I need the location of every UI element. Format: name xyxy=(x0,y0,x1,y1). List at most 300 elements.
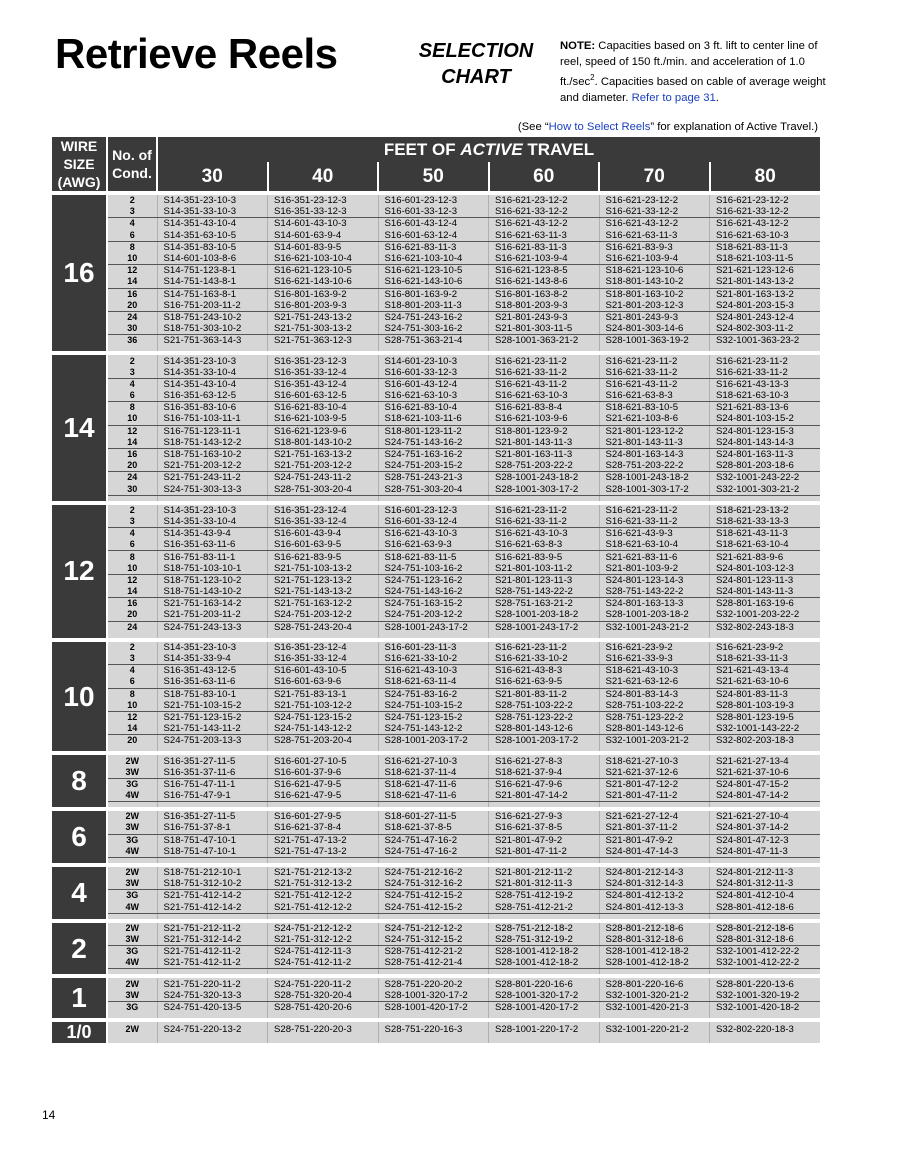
reel-model-cell: S28-751-220-20-2 xyxy=(378,976,489,989)
conductor-count-cell: 3G xyxy=(107,946,157,958)
conductor-count-cell: 4 xyxy=(107,218,157,230)
reel-model-cell: S18-621-103-11-6 xyxy=(378,413,489,425)
reel-model-cell: S28-751-412-21-2 xyxy=(378,946,489,958)
reel-model-cell: S21-751-412-12-2 xyxy=(268,890,379,902)
reel-model-cell: S28-751-123-22-2 xyxy=(599,711,710,723)
reel-model-cell: S24-751-212-12-2 xyxy=(268,921,379,934)
reel-model-cell: S16-621-43-8-3 xyxy=(489,665,600,677)
reel-model-cell: S18-751-47-10-1 xyxy=(157,846,268,858)
table-row xyxy=(52,1001,820,1013)
capacity-note: NOTE: Capacities based on 3 ft. lift to center line of reel, speed of 150 ft./min. and acceleration of 1.0 $ft./\sec^2$. Capacities based on cable of average weight and diameter. Refer to page 31. xyxy=(560,40,826,104)
table-row xyxy=(52,539,820,551)
reel-model-cell: S28-801-143-12-6 xyxy=(489,723,600,735)
section-spacer xyxy=(52,346,820,353)
reel-model-cell: S16-351-23-12-4 xyxy=(268,640,379,653)
conductor-count-cell: 4 xyxy=(107,665,157,677)
reel-model-cell: S28-1001-420-17-2 xyxy=(378,1001,489,1013)
reel-model-cell: S16-351-43-12-5 xyxy=(157,665,268,677)
reel-model-cell: S16-601-23-11-3 xyxy=(378,640,489,653)
conductor-count-cell: 8 xyxy=(107,551,157,563)
table-row xyxy=(52,390,820,402)
table-row xyxy=(52,946,820,958)
conductor-count-cell: 3 xyxy=(107,206,157,218)
reel-model-cell: S24-802-303-11-2 xyxy=(710,323,821,335)
reel-model-cell: S28-1001-203-18-2 xyxy=(599,609,710,621)
reel-model-cell: S28-801-220-16-6 xyxy=(599,976,710,989)
table-row xyxy=(52,265,820,277)
conductor-count-cell: 3G xyxy=(107,834,157,846)
reel-model-cell: S16-621-83-10-4 xyxy=(268,402,379,414)
table-row xyxy=(52,822,820,834)
reel-model-cell: S16-621-43-10-3 xyxy=(378,665,489,677)
reel-model-cell: S24-751-163-16-2 xyxy=(378,448,489,460)
reel-model-cell: S21-801-203-12-3 xyxy=(599,300,710,312)
reel-model-cell: S28-751-243-20-4 xyxy=(268,621,379,633)
reel-model-cell: S16-621-103-9-4 xyxy=(599,253,710,265)
reel-model-cell: S24-801-103-12-3 xyxy=(710,563,821,575)
reel-model-cell: S16-621-63-8-3 xyxy=(599,390,710,402)
table-row xyxy=(52,551,820,563)
reel-model-cell: S21-621-63-10-6 xyxy=(710,676,821,688)
table-row xyxy=(52,846,820,858)
reel-model-cell: S28-1001-243-17-2 xyxy=(378,621,489,633)
reel-model-cell: S28-801-412-18-6 xyxy=(710,902,821,914)
reel-model-cell: S21-751-103-15-2 xyxy=(157,700,268,712)
table-row xyxy=(52,241,820,253)
reel-model-cell: S32-1001-243-21-2 xyxy=(599,621,710,633)
conductor-count-cell: 2W xyxy=(107,753,157,766)
reel-model-cell: S24-751-303-16-2 xyxy=(378,323,489,335)
table-row xyxy=(52,621,820,633)
reel-model-cell: S16-621-23-12-2 xyxy=(599,193,710,206)
table-row xyxy=(52,640,820,653)
reel-model-cell: S16-621-143-8-6 xyxy=(489,276,600,288)
table-row xyxy=(52,609,820,621)
reel-model-cell: S14-351-23-10-3 xyxy=(157,353,268,366)
reel-model-cell: S16-601-33-12-4 xyxy=(378,516,489,528)
travel-column-30: 30 xyxy=(157,162,268,193)
reel-model-cell: S16-751-123-11-1 xyxy=(157,425,268,437)
conductor-count-cell: 2 xyxy=(107,503,157,516)
reel-model-cell: S24-751-143-16-2 xyxy=(378,586,489,598)
reel-model-cell: S21-621-123-12-6 xyxy=(710,265,821,277)
reel-model-cell: S21-751-412-14-2 xyxy=(157,890,268,902)
reel-model-cell: S18-751-163-10-2 xyxy=(157,448,268,460)
reel-model-cell: S16-601-43-9-4 xyxy=(268,528,379,540)
section-spacer xyxy=(52,913,820,921)
conductor-count-cell: 2W xyxy=(107,1020,157,1037)
reel-model-cell: S16-621-23-12-2 xyxy=(489,193,600,206)
reel-model-cell: S28-751-303-20-4 xyxy=(268,484,379,496)
reel-model-cell: S16-351-63-11-6 xyxy=(157,676,268,688)
conductor-count-cell: 20 xyxy=(107,300,157,312)
feet-of-active-travel-header: FEET OF ACTIVE TRAVEL xyxy=(157,137,820,162)
reel-model-cell: S24-751-243-13-3 xyxy=(157,621,268,633)
conductor-count-cell: 6 xyxy=(107,676,157,688)
reel-model-cell: S24-751-312-15-2 xyxy=(378,934,489,946)
conductor-count-cell: 4W xyxy=(107,790,157,802)
reel-model-cell: S28-1001-320-17-2 xyxy=(378,990,489,1002)
reel-model-cell: S21-801-47-11-2 xyxy=(599,790,710,802)
reel-model-cell: S21-621-27-10-4 xyxy=(710,809,821,822)
reel-model-cell: S32-1001-420-18-2 xyxy=(710,1001,821,1013)
reel-model-cell: S16-351-23-12-3 xyxy=(268,193,379,206)
reel-model-cell: S21-801-243-9-3 xyxy=(489,311,600,323)
reel-model-cell: S21-621-103-8-6 xyxy=(599,413,710,425)
reel-model-cell: S28-751-143-22-2 xyxy=(599,586,710,598)
reel-model-cell: S16-621-43-11-2 xyxy=(599,378,710,390)
table-row xyxy=(52,921,820,934)
reel-model-cell: S28-801-163-19-6 xyxy=(710,598,821,610)
reel-model-cell: S21-801-143-11-3 xyxy=(599,437,710,449)
table-row xyxy=(52,688,820,700)
conductor-count-cell: 20 xyxy=(107,735,157,747)
reel-model-cell: S16-351-27-11-5 xyxy=(157,809,268,822)
reel-model-cell: S24-801-83-14-3 xyxy=(599,688,710,700)
table-row xyxy=(52,516,820,528)
reel-model-cell: S14-601-23-10-3 xyxy=(378,353,489,366)
reel-model-cell: S24-751-243-16-2 xyxy=(378,311,489,323)
reel-model-cell: S28-751-320-20-4 xyxy=(268,990,379,1002)
reel-model-cell: S16-621-33-10-2 xyxy=(378,653,489,665)
reel-model-cell: S24-801-412-10-4 xyxy=(710,890,821,902)
reel-model-cell: S18-621-83-10-5 xyxy=(599,402,710,414)
reel-model-cell: S16-601-63-12-5 xyxy=(268,390,379,402)
conductor-count-cell: 3W xyxy=(107,990,157,1002)
table-row xyxy=(52,834,820,846)
selection-chart-table xyxy=(52,137,820,1043)
reel-model-cell: S28-751-220-16-3 xyxy=(378,1020,489,1037)
reel-model-cell: S24-801-47-14-2 xyxy=(710,790,821,802)
reel-model-cell: S28-751-163-21-2 xyxy=(489,598,600,610)
reel-model-cell: S18-751-243-10-2 xyxy=(157,311,268,323)
conductor-count-cell: 8 xyxy=(107,241,157,253)
wire-gauge-cell: 1 xyxy=(52,976,107,1020)
reel-model-cell: S16-351-33-12-3 xyxy=(268,206,379,218)
conductor-count-cell: 2 xyxy=(107,353,157,366)
reel-model-cell: S24-801-123-11-3 xyxy=(710,574,821,586)
reel-model-cell: S16-621-103-9-4 xyxy=(489,253,600,265)
reel-model-cell: S21-621-83-9-6 xyxy=(710,551,821,563)
reel-model-cell: S24-801-47-14-3 xyxy=(599,846,710,858)
reel-model-cell: S16-621-63-10-3 xyxy=(710,230,821,242)
table-row xyxy=(52,323,820,335)
reel-model-cell: S24-751-143-12-2 xyxy=(268,723,379,735)
table-row xyxy=(52,790,820,802)
reel-model-cell: S28-801-212-18-6 xyxy=(599,921,710,934)
reel-model-cell: S28-751-420-20-6 xyxy=(268,1001,379,1013)
reel-model-cell: S28-1001-420-17-2 xyxy=(489,1001,600,1013)
section-spacer xyxy=(52,633,820,640)
reel-model-cell: S16-621-63-8-3 xyxy=(489,539,600,551)
reel-model-cell: S24-801-243-12-4 xyxy=(710,311,821,323)
reel-model-cell: S28-1001-363-19-2 xyxy=(599,335,710,347)
table-row xyxy=(52,809,820,822)
reel-model-cell: S16-621-37-8-5 xyxy=(489,822,600,834)
reel-model-cell: S18-751-212-10-1 xyxy=(157,865,268,878)
reel-model-cell: S18-621-27-10-3 xyxy=(599,753,710,766)
reel-model-cell: S16-621-23-11-2 xyxy=(599,503,710,516)
table-row xyxy=(52,402,820,414)
reel-model-cell: S16-801-203-9-3 xyxy=(268,300,379,312)
reel-model-cell: S16-351-33-12-4 xyxy=(268,516,379,528)
reel-model-cell: S16-621-33-9-3 xyxy=(599,653,710,665)
reel-model-cell: S24-751-312-16-2 xyxy=(378,878,489,890)
reel-model-cell: S24-801-143-14-3 xyxy=(710,437,821,449)
table-row xyxy=(52,413,820,425)
reel-model-cell: S24-801-37-14-2 xyxy=(710,822,821,834)
reel-model-cell: S16-621-123-10-5 xyxy=(268,265,379,277)
reel-model-cell: S28-751-412-19-2 xyxy=(489,890,600,902)
conductor-count-cell: 4W xyxy=(107,957,157,969)
section-spacer xyxy=(52,802,820,810)
reel-model-cell: S21-751-123-15-2 xyxy=(157,711,268,723)
conductor-count-cell: 2W xyxy=(107,976,157,989)
conductor-count-cell: 8 xyxy=(107,688,157,700)
reel-model-cell: S21-751-363-12-3 xyxy=(268,335,379,347)
reel-model-cell: S16-621-103-9-6 xyxy=(489,413,600,425)
reel-model-cell: S21-801-143-13-2 xyxy=(710,276,821,288)
reel-model-cell: S18-621-83-11-3 xyxy=(710,241,821,253)
reel-model-cell: S18-621-63-10-4 xyxy=(599,539,710,551)
table-row xyxy=(52,448,820,460)
reel-model-cell: S16-621-37-8-4 xyxy=(268,822,379,834)
reel-model-cell: S28-751-203-22-2 xyxy=(489,460,600,472)
reel-model-cell: S24-801-123-14-3 xyxy=(599,574,710,586)
reel-model-cell: S21-751-363-14-3 xyxy=(157,335,268,347)
table-row xyxy=(52,753,820,766)
reel-model-cell: S18-621-33-11-3 xyxy=(710,653,821,665)
reel-model-cell: S18-801-203-9-3 xyxy=(489,300,600,312)
reel-model-cell: S14-351-83-10-5 xyxy=(157,241,268,253)
reel-model-cell: S14-351-23-10-3 xyxy=(157,640,268,653)
reel-model-cell: S24-751-47-16-2 xyxy=(378,846,489,858)
reel-model-cell: S28-1001-243-17-2 xyxy=(489,621,600,633)
reel-model-cell: S21-751-312-14-2 xyxy=(157,934,268,946)
conductor-count-cell: 3G xyxy=(107,1001,157,1013)
reel-model-cell: S21-801-163-13-2 xyxy=(710,288,821,300)
conductor-count-cell: 3 xyxy=(107,653,157,665)
reel-model-cell: S28-751-103-22-2 xyxy=(489,700,600,712)
reel-model-cell: S16-601-63-9-6 xyxy=(268,676,379,688)
wire-gauge-cell: 6 xyxy=(52,809,107,865)
reel-model-cell: S18-751-103-10-1 xyxy=(157,563,268,575)
table-row xyxy=(52,193,820,206)
travel-column-80: 80 xyxy=(710,162,821,193)
reel-model-cell: S21-751-143-11-2 xyxy=(157,723,268,735)
reel-model-cell: S21-801-47-11-2 xyxy=(489,846,600,858)
table-row xyxy=(52,311,820,323)
wire-gauge-cell: 8 xyxy=(52,753,107,809)
reel-model-cell: S32-1001-320-19-2 xyxy=(710,990,821,1002)
table-row xyxy=(52,528,820,540)
reel-model-cell: S16-751-47-9-1 xyxy=(157,790,268,802)
reel-model-cell: S16-751-37-8-1 xyxy=(157,822,268,834)
reel-model-cell: S24-801-163-13-3 xyxy=(599,598,710,610)
table-row xyxy=(52,563,820,575)
note-text-2: . Capacities based on cable of average weight and diameter. xyxy=(560,75,826,104)
reel-model-cell: S16-351-83-10-6 xyxy=(157,402,268,414)
table-row xyxy=(52,300,820,312)
reel-model-cell: S24-751-220-13-2 xyxy=(157,1020,268,1037)
table-row xyxy=(52,976,820,989)
reel-model-cell: S21-751-220-11-2 xyxy=(157,976,268,989)
reel-model-cell: S16-351-63-11-6 xyxy=(157,539,268,551)
table-row xyxy=(52,460,820,472)
reel-model-cell: S18-801-203-11-3 xyxy=(378,300,489,312)
reel-model-cell: S16-601-63-9-5 xyxy=(268,539,379,551)
reel-model-cell: S16-601-43-12-4 xyxy=(378,218,489,230)
reel-model-cell: S16-351-33-12-4 xyxy=(268,367,379,379)
table-row xyxy=(52,288,820,300)
reel-model-cell: S21-801-163-11-3 xyxy=(489,448,600,460)
reel-model-cell: S24-751-412-15-2 xyxy=(378,902,489,914)
section-spacer xyxy=(52,495,820,503)
reel-model-cell: S32-1001-420-21-3 xyxy=(599,1001,710,1013)
reel-model-cell: S24-751-203-12-2 xyxy=(268,609,379,621)
reel-model-cell: S16-621-33-11-2 xyxy=(489,367,600,379)
reel-model-cell: S24-751-143-12-2 xyxy=(378,723,489,735)
wire-size-header: WIRE SIZE (AWG) xyxy=(52,137,107,193)
reel-model-cell: S18-751-303-10-2 xyxy=(157,323,268,335)
reel-model-cell: S16-621-47-9-6 xyxy=(489,778,600,790)
reel-model-cell: S24-801-143-11-3 xyxy=(710,586,821,598)
reel-model-cell: S18-751-47-10-1 xyxy=(157,834,268,846)
reel-model-cell: S21-621-37-12-6 xyxy=(599,767,710,779)
reel-model-cell: S16-601-27-10-5 xyxy=(268,753,379,766)
travel-column-50: 50 xyxy=(378,162,489,193)
reel-model-cell: S28-801-212-18-6 xyxy=(710,921,821,934)
reel-model-cell: S21-751-412-12-2 xyxy=(268,902,379,914)
reel-model-cell: S16-351-63-12-5 xyxy=(157,390,268,402)
reel-model-cell: S14-601-43-10-3 xyxy=(268,218,379,230)
reel-model-cell: S14-351-43-10-4 xyxy=(157,218,268,230)
active-travel-note: (See “How to Select Reels” for explanation of Active Travel.) xyxy=(517,121,818,133)
reel-model-cell: S24-801-47-12-3 xyxy=(710,834,821,846)
reel-model-cell: S21-751-103-12-2 xyxy=(268,700,379,712)
reel-model-cell: S21-801-103-11-2 xyxy=(489,563,600,575)
page-31-link[interactable]: Refer to page 31 xyxy=(631,91,716,104)
travel-column-40: 40 xyxy=(268,162,379,193)
conductor-count-cell: 3W xyxy=(107,822,157,834)
reel-model-cell: S16-621-47-9-5 xyxy=(268,778,379,790)
reel-model-cell: S28-801-220-13-6 xyxy=(710,976,821,989)
conductor-count-cell: 36 xyxy=(107,335,157,347)
page-number: 14 xyxy=(42,1108,56,1122)
reel-model-cell: S28-801-103-19-3 xyxy=(710,700,821,712)
reel-model-cell: S14-751-123-8-1 xyxy=(157,265,268,277)
reel-model-cell: S16-621-47-9-5 xyxy=(268,790,379,802)
table-row xyxy=(52,598,820,610)
reel-model-cell: S24-751-412-11-2 xyxy=(268,957,379,969)
reel-model-cell: S14-351-33-10-4 xyxy=(157,367,268,379)
reel-model-cell: S21-751-103-13-2 xyxy=(268,563,379,575)
reel-model-cell: S16-621-83-8-4 xyxy=(489,402,600,414)
reel-model-cell: S16-621-43-9-3 xyxy=(599,528,710,540)
reel-model-cell: S24-751-123-15-2 xyxy=(268,711,379,723)
reel-model-cell: S18-621-43-11-3 xyxy=(710,528,821,540)
reel-model-cell: S24-801-163-11-3 xyxy=(710,448,821,460)
no-of-conductors-header: No. of Cond. xyxy=(107,137,157,193)
reel-model-cell: S28-801-143-12-6 xyxy=(599,723,710,735)
conductor-count-cell: 12 xyxy=(107,265,157,277)
page-title: Retrieve Reels xyxy=(55,30,338,77)
reel-model-cell: S16-621-43-10-3 xyxy=(489,528,600,540)
conductor-count-cell: 30 xyxy=(107,323,157,335)
reel-model-cell: S28-801-312-18-6 xyxy=(599,934,710,946)
reel-model-cell: S24-801-312-14-3 xyxy=(599,878,710,890)
table-row xyxy=(52,700,820,712)
reel-model-cell: S32-1001-203-22-2 xyxy=(710,609,821,621)
table-row xyxy=(52,353,820,366)
conductor-count-cell: 30 xyxy=(107,484,157,496)
conductor-count-cell: 24 xyxy=(107,311,157,323)
reel-model-cell: S14-351-43-10-4 xyxy=(157,378,268,390)
reel-model-cell: S16-801-163-9-2 xyxy=(268,288,379,300)
table-row xyxy=(52,735,820,747)
reel-model-cell: S24-801-312-11-3 xyxy=(710,878,821,890)
travel-column-60: 60 xyxy=(489,162,600,193)
table-row xyxy=(52,990,820,1002)
travel-column-70: 70 xyxy=(599,162,710,193)
reel-model-cell: S14-751-163-8-1 xyxy=(157,288,268,300)
reel-model-cell: S24-801-303-14-6 xyxy=(599,323,710,335)
reel-model-cell: S24-751-103-15-2 xyxy=(378,700,489,712)
reel-model-cell: S28-751-203-20-4 xyxy=(268,735,379,747)
table-row xyxy=(52,503,820,516)
reel-model-cell: S18-801-163-10-2 xyxy=(599,288,710,300)
reel-model-cell: S14-351-63-10-5 xyxy=(157,230,268,242)
table-row xyxy=(52,878,820,890)
conductor-count-cell: 24 xyxy=(107,472,157,484)
reel-model-cell: S18-621-63-10-4 xyxy=(710,539,821,551)
reel-model-cell: S32-1001-220-21-2 xyxy=(599,1020,710,1037)
reel-model-cell: S14-601-83-9-5 xyxy=(268,241,379,253)
reel-model-cell: S16-621-33-11-2 xyxy=(710,367,821,379)
note-text-1: Capacities based on 3 ft. lift to center line of reel, speed of 150 ft./min. and acceleration of 1.0 ft./sec xyxy=(560,40,818,88)
reel-model-cell: S18-621-123-10-6 xyxy=(599,265,710,277)
conductor-count-cell: 10 xyxy=(107,253,157,265)
conductor-count-cell: 3G xyxy=(107,890,157,902)
reel-model-cell: S16-621-123-8-5 xyxy=(489,265,600,277)
reel-model-cell: S16-621-33-12-2 xyxy=(710,206,821,218)
reel-model-cell: S16-621-33-11-2 xyxy=(489,516,600,528)
reel-model-cell: S32-1001-243-22-2 xyxy=(710,472,821,484)
reel-model-cell: S16-351-37-11-6 xyxy=(157,767,268,779)
conductor-count-cell: 16 xyxy=(107,288,157,300)
reel-model-cell: S16-621-123-9-6 xyxy=(268,425,379,437)
how-to-select-reels-link[interactable]: How to Select Reels xyxy=(548,121,651,133)
reel-model-cell: S14-601-103-8-6 xyxy=(157,253,268,265)
reel-model-cell: S24-751-47-16-2 xyxy=(378,834,489,846)
reel-model-cell: S16-621-27-10-3 xyxy=(378,753,489,766)
reel-model-cell: S21-621-27-12-4 xyxy=(599,809,710,822)
reel-model-cell: S16-621-43-12-2 xyxy=(599,218,710,230)
reel-model-cell: S28-1001-203-18-2 xyxy=(489,609,600,621)
reel-model-cell: S28-801-123-19-5 xyxy=(710,711,821,723)
reel-model-cell: S21-621-83-11-6 xyxy=(599,551,710,563)
reel-model-cell: S24-751-163-15-2 xyxy=(378,598,489,610)
reel-model-cell: S16-601-23-12-3 xyxy=(378,193,489,206)
reel-model-cell: S24-801-203-15-3 xyxy=(710,300,821,312)
reel-model-cell: S21-621-37-10-6 xyxy=(710,767,821,779)
reel-model-cell: S24-751-103-16-2 xyxy=(378,563,489,575)
reel-model-cell: S18-621-33-13-3 xyxy=(710,516,821,528)
reel-model-cell: S32-1001-320-21-2 xyxy=(599,990,710,1002)
reel-model-cell: S32-1001-412-22-2 xyxy=(710,946,821,958)
reel-model-cell: S21-801-83-11-2 xyxy=(489,688,600,700)
reel-model-cell: S14-351-43-9-4 xyxy=(157,528,268,540)
